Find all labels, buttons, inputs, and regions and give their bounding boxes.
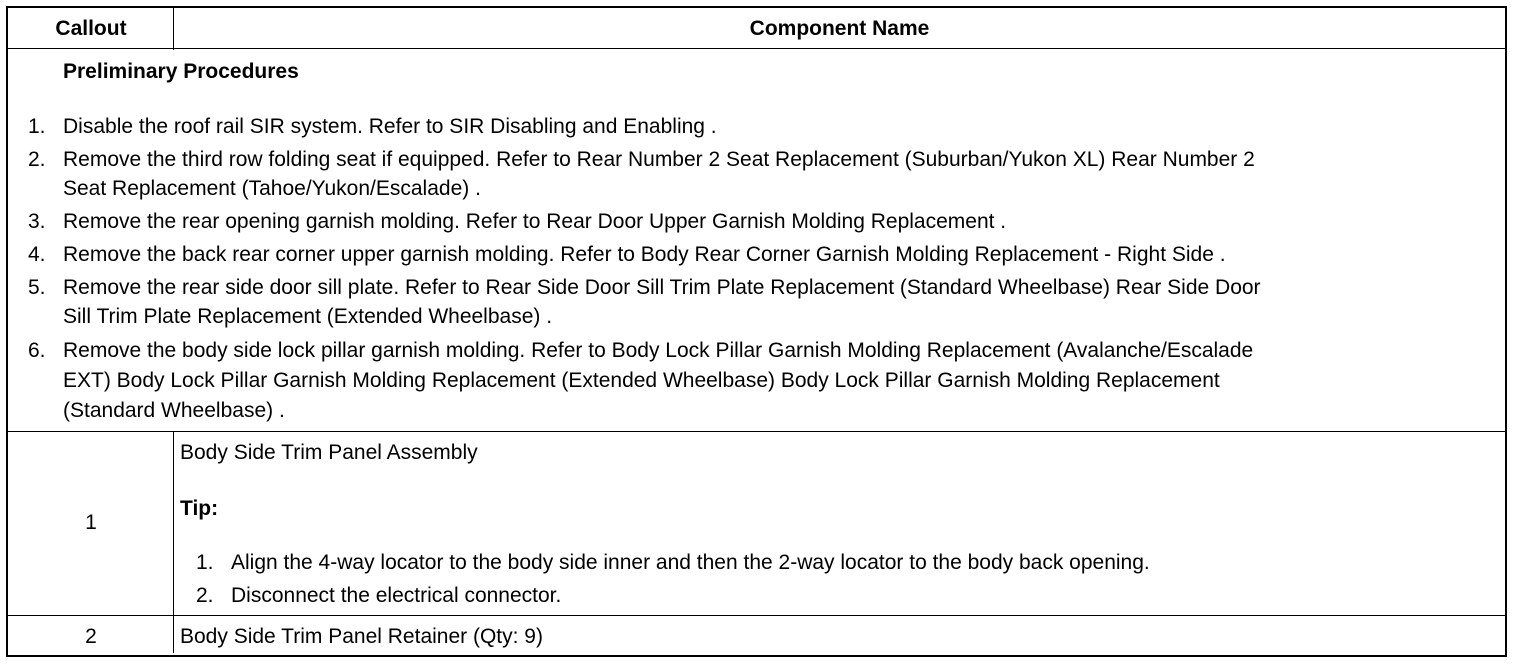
component-table <box>6 6 1507 657</box>
tip-label: Tip: <box>180 497 219 520</box>
step-text: Disable the roof rail SIR system. Refer to SIR Disabling and Enabling . <box>63 115 717 138</box>
header-callout: Callout <box>55 17 127 40</box>
step-text: Remove the body side lock pillar garnish molding. Refer to Body Lock Pillar Garnish Molding Replacement (Avalanche/Escalade <box>63 339 1254 362</box>
step-text: Sill Trim Plate Replacement (Extended Wheelbase) . <box>63 305 553 328</box>
column-divider <box>173 8 174 50</box>
component-name: Body Side Trim Panel Retainer (Qty: 9) <box>180 625 543 648</box>
header-component-name: Component Name <box>749 17 930 40</box>
step-text: (Standard Wheelbase) . <box>63 399 285 422</box>
row-divider <box>8 48 1505 49</box>
step-number: 2. <box>28 148 46 171</box>
tip-step-number: 2. <box>196 584 214 607</box>
step-text: Remove the back rear corner upper garnish molding. Refer to Body Rear Corner Garnish Molding Replacement - Right Side . <box>63 243 1226 266</box>
row-divider <box>8 431 1505 432</box>
step-text: Remove the rear side door sill plate. Refer to Rear Side Door Sill Trim Plate Replacement (Standard Wheelbase) Rear Side Door <box>63 276 1261 299</box>
preliminary-title: Preliminary Procedures <box>63 60 299 83</box>
tip-step-text: Disconnect the electrical connector. <box>231 584 562 607</box>
callout-number: 2 <box>85 625 97 648</box>
component-name: Body Side Trim Panel Assembly <box>180 441 478 464</box>
column-divider <box>173 431 174 653</box>
tip-step-text: Align the 4-way locator to the body side inner and then the 2-way locator to the body back opening. <box>231 551 1150 574</box>
step-number: 3. <box>28 210 46 233</box>
row-divider <box>8 615 1505 616</box>
step-text: Seat Replacement (Tahoe/Yukon/Escalade) . <box>63 177 481 200</box>
step-text: Remove the rear opening garnish molding. Refer to Rear Door Upper Garnish Molding Replacement . <box>63 210 1007 233</box>
tip-step-number: 1. <box>196 551 214 574</box>
step-number: 1. <box>28 115 46 138</box>
step-text: Remove the third row folding seat if equipped. Refer to Rear Number 2 Seat Replacement (Suburban/Yukon XL) Rear Number 2 <box>63 148 1255 171</box>
step-number: 5. <box>28 276 46 299</box>
step-number: 4. <box>28 243 46 266</box>
step-text: EXT) Body Lock Pillar Garnish Molding Replacement (Extended Wheelbase) Body Lock Pillar Garnish Molding Replacement <box>63 369 1220 392</box>
step-number: 6. <box>28 339 46 362</box>
callout-number: 1 <box>85 511 97 534</box>
